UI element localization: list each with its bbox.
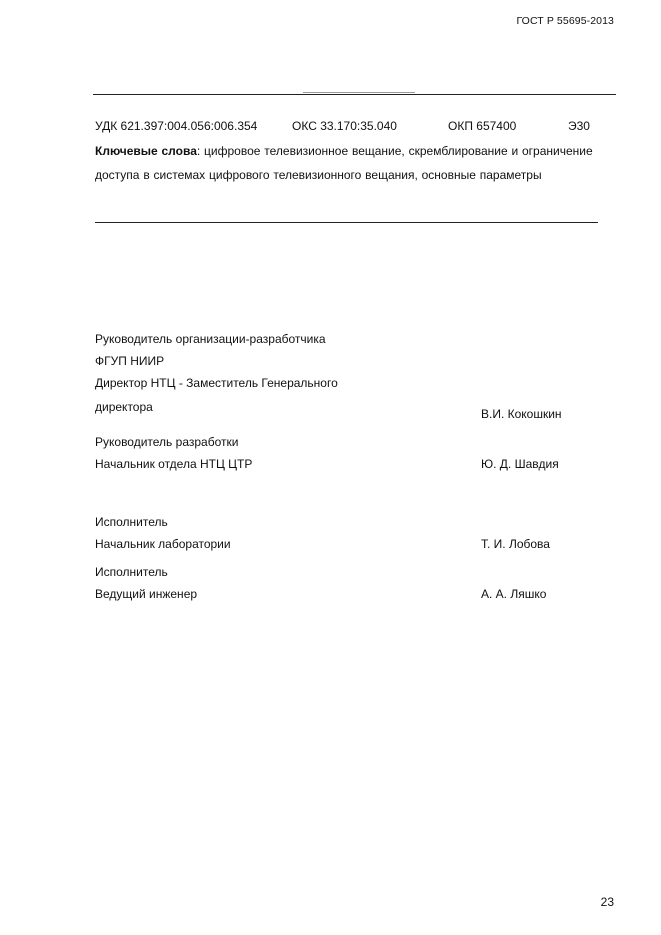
org-head-name: В.И. Кокошкин: [481, 407, 562, 421]
org-head-title: Руководитель организации-разработчика: [95, 332, 326, 346]
bottom-rule: [95, 222, 598, 223]
udk-code: УДК 621.397:004.056:006.354: [95, 119, 258, 133]
oks-code: ОКС 33.170:35.040: [292, 119, 397, 133]
e-code: Э30: [568, 119, 590, 133]
okp-code: ОКП 657400: [448, 119, 517, 133]
classification-codes: [95, 119, 595, 135]
executor1-name: Т. И. Лобова: [481, 537, 550, 551]
standard-code: ГОСТ Р 55695-2013: [516, 15, 614, 27]
keywords-label: Ключевые слова: [95, 144, 197, 158]
dev-head-position: Начальник отдела НТЦ ЦТР: [95, 457, 253, 471]
org-head-position: Директор НТЦ - Заместитель Генерального: [95, 376, 338, 390]
top-rule: [93, 94, 616, 95]
executor2-name: А. А. Ляшко: [481, 587, 547, 601]
dev-head-name: Ю. Д. Шавдия: [481, 457, 559, 471]
keywords-text: : цифровое телевизионное вещание, скремблирование и ограничение доступа в системах цифрового телевизионного вещания, основные параметры: [95, 144, 593, 182]
top-rule-short: [303, 92, 415, 93]
org-name: ФГУП НИИР: [95, 354, 165, 368]
page-number: 23: [600, 895, 614, 909]
org-head-position-cont: директора: [95, 400, 153, 414]
keywords-paragraph: [95, 140, 607, 187]
executor2-title: Исполнитель: [95, 565, 168, 579]
executor2-position: Ведущий инженер: [95, 587, 198, 601]
executor1-position: Начальник лаборатории: [95, 537, 231, 551]
executor1-title: Исполнитель: [95, 515, 168, 529]
dev-head-title: Руководитель разработки: [95, 435, 239, 449]
